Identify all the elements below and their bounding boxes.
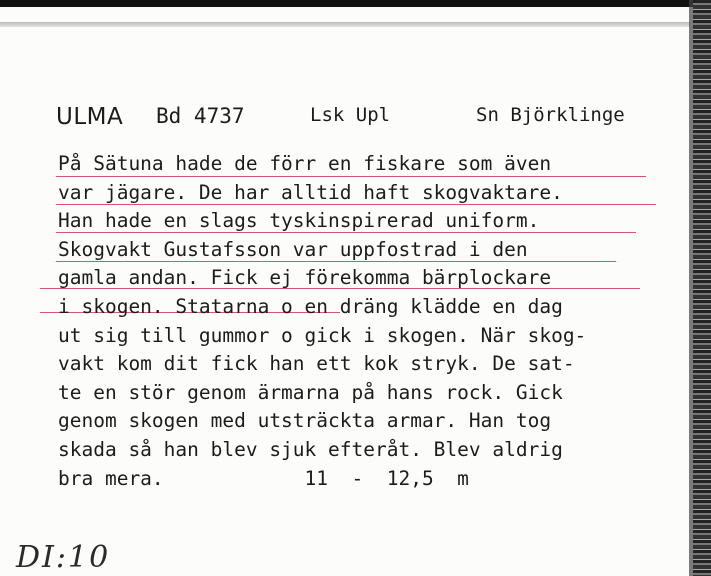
text-line: bra mera. 11 - 12,5 m: [58, 466, 469, 490]
text-line: genom skogen med utsträckta armar. Han tog: [58, 409, 552, 433]
card-header: [56, 104, 676, 136]
volume-number: Bd 4737: [156, 104, 245, 128]
text-line: var jägare. De har alltid haft skogvaktare.: [58, 180, 563, 204]
text-line: te en stör genom ärmarna på hans rock. Gick: [58, 380, 563, 404]
text-line: skada så han blev sjuk efteråt. Blev aldrig: [58, 437, 563, 461]
region-code: Lsk Upl: [310, 104, 391, 126]
text-line: ut sig till gummor o gick i skogen. När skog-: [58, 323, 587, 347]
card-top-edge: [0, 0, 711, 7]
text-line: Skogvakt Gustafsson var uppfostrad i den: [58, 237, 528, 261]
archive-code: ULMA: [56, 104, 124, 130]
text-line: i skogen. Statarna o en dräng klädde en dag: [58, 294, 563, 318]
handwritten-mark: DI:10: [16, 540, 111, 575]
text-line: vakt kom dit fick han ett kok stryk. De sat-: [58, 352, 575, 376]
parish-name: Sn Björklinge: [476, 104, 625, 126]
text-line: Han hade en slags tyskinspirerad uniform.: [58, 209, 540, 233]
text-line: gamla andan. Fick ej förekomma bärplockare: [58, 266, 552, 290]
card-body-text: [58, 150, 688, 493]
card-top-shadow: [0, 22, 690, 27]
card-right-edge: [693, 0, 711, 576]
text-line: På Sätuna hade de förr en fiskare som även: [58, 152, 552, 175]
